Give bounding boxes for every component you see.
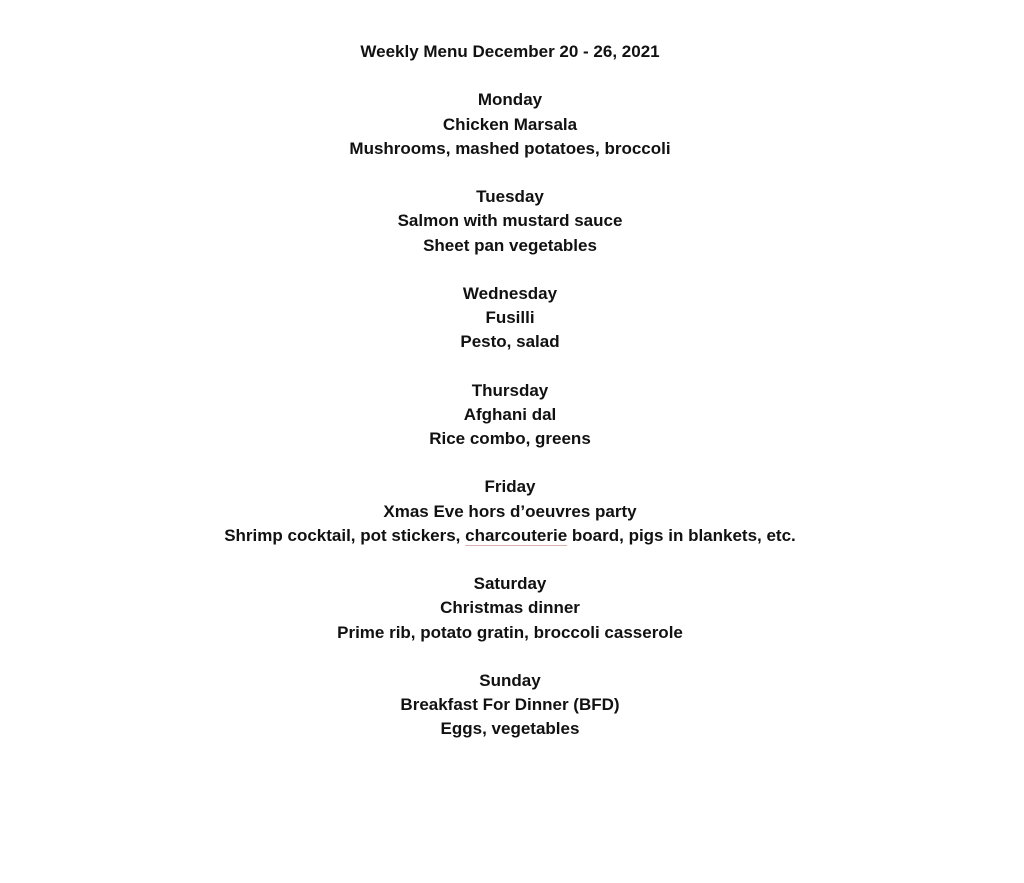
main-dish-tuesday: Salmon with mustard sauce [397,211,623,231]
spacer [0,645,1020,669]
sides-wednesday: Pesto, salad [460,332,560,352]
day-thursday: Thursday [471,380,549,400]
sides-monday: Mushrooms, mashed potatoes, broccoli [349,138,671,158]
spacer [0,258,1020,282]
day-friday: Friday [484,477,536,497]
main-dish-sunday: Breakfast For Dinner (BFD) [400,695,620,715]
day-tuesday: Tuesday [476,187,544,207]
main-dish-friday: Xmas Eve hors d’oeuvres party [383,501,637,521]
sides-friday [0,524,1020,548]
spellcheck-flagged-word[interactable]: charcouterie [465,525,568,545]
sides-saturday: Prime rib, potato gratin, broccoli casserole [337,622,683,642]
spacer [0,451,1020,475]
main-dish-thursday: Afghani dal [463,404,557,424]
spacer [0,64,1020,88]
main-dish-wednesday: Fusilli [485,308,535,328]
sides-sunday: Eggs, vegetables [440,719,580,739]
sides-tuesday: Sheet pan vegetables [423,235,597,255]
day-saturday: Saturday [473,574,547,594]
sides-thursday: Rice combo, greens [429,429,591,448]
spacer [0,161,1020,185]
day-wednesday: Wednesday [462,283,558,303]
spacer [0,548,1020,572]
main-dish-saturday: Christmas dinner [440,598,580,618]
day-monday: Monday [477,90,543,110]
sides-friday-part-2: board, pigs in blankets, etc. [567,525,796,545]
spacer [0,354,1020,378]
day-sunday: Sunday [479,670,541,690]
sides-friday-part-1: Shrimp cocktail, pot stickers, [224,525,466,545]
menu-title: Weekly Menu December 20 - 26, 2021 [360,42,660,61]
menu-document [0,40,1020,741]
main-dish-monday: Chicken Marsala [442,114,578,134]
